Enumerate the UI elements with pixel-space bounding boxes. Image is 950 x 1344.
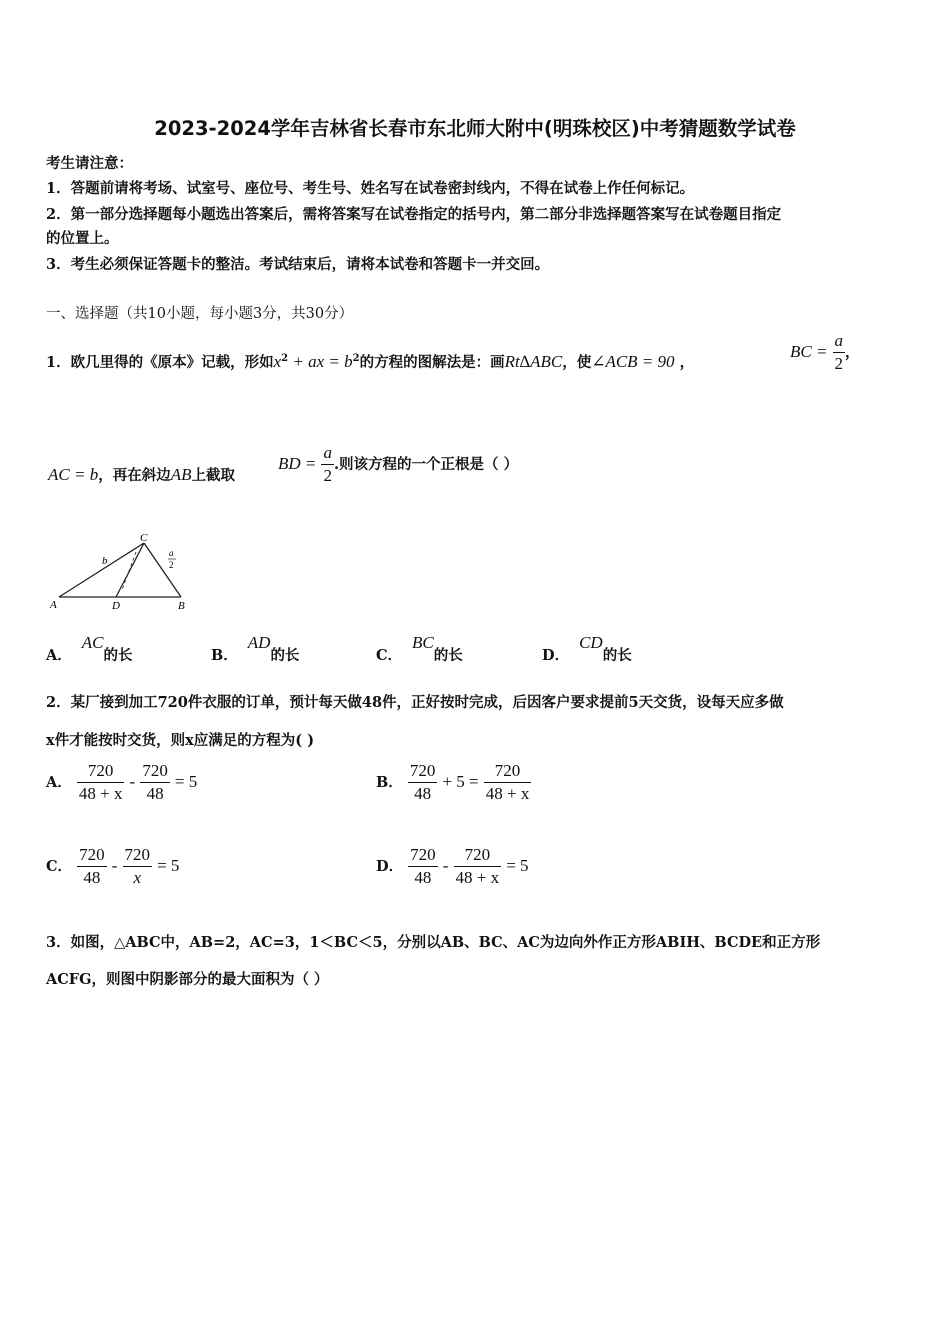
q1-text-3: ，使 [562,354,592,371]
q1-text-2: 的方程的图解法是：画 [359,354,505,371]
q1-bc-eq [790,330,860,375]
frac-den: 48 [414,784,432,803]
option-letter: A． [46,774,72,791]
q1-ac-eq: AC = b [48,465,99,484]
operator: - [111,856,118,875]
option-letter: D． [376,858,404,875]
label-a-frac: a [169,548,174,558]
frac-den: 48 + x [455,868,500,887]
label-b-side: b [102,555,108,567]
label-c: C [140,532,148,544]
fraction-2 [454,844,502,889]
side-bc [144,543,181,597]
q2-option-b[interactable] [376,760,531,805]
q1-eq-sup2: 2 [352,353,360,365]
notice-item-1: 1．答题前请将考场、试室号、座位号、考生号、姓名写在试卷密封线内，不得在试卷上作任何标记。 [46,180,695,197]
notice-item-2-cont: 的位置上。 [46,230,119,247]
option-seg: BC [412,633,434,652]
segment-cd [116,543,144,597]
option-seg: AD [247,633,271,652]
frac-num: 720 [408,844,438,867]
option-seg: AC [81,633,104,652]
q2-line2: x件才能按时交货，则x应满足的方程为( ) [46,732,315,749]
frac-den: 48 [146,784,164,803]
q2-option-c[interactable] [46,844,179,889]
option-letter: A． [46,647,72,664]
q1-line1 [46,351,694,372]
frac-den: 2 [834,354,844,373]
q1-option-d[interactable] [542,633,632,665]
fraction-1 [77,844,107,889]
label-b: B [178,600,185,612]
q1-eq-x: x [273,352,282,371]
fraction-1 [408,760,438,805]
label-a: A [50,599,57,611]
option-suffix: 的长 [103,647,133,664]
option-letter: C． [376,647,403,664]
option-suffix: 的长 [602,647,632,664]
q1-text-5: ，再在斜边 [98,467,171,484]
q2-option-a[interactable] [46,760,197,805]
fraction-1 [77,760,125,805]
q1-triangle-figure [44,530,204,615]
operator: - [442,856,449,875]
frac-num: 720 [484,760,532,783]
q1-eq-sup1: 2 [281,353,289,365]
fraction-2 [123,844,153,889]
frac-den: 48 + x [78,784,123,803]
frac-num: 720 [454,844,502,867]
tail: = 5 [157,856,180,875]
tail: = 5 [506,856,529,875]
option-letter: B． [211,647,238,664]
q1-bd-fraction [321,442,334,487]
q1-text-6: 上截取 [191,467,235,484]
q1-option-a[interactable] [46,633,133,665]
fraction-2 [140,760,170,805]
frac-num: a [321,442,334,465]
page-title: 2023-2024学年吉林省长春市东北师大附中(明珠校区)中考猜题数学试卷 [154,117,796,140]
frac-den: x [133,868,142,887]
side-ac [59,543,144,597]
option-letter: C． [46,858,73,875]
q1-bc-fraction [833,330,846,375]
fraction-1 [408,844,438,889]
frac-num: 720 [140,760,170,783]
q1-bd-label: BD = [278,454,317,473]
frac-num: a [833,330,846,353]
notice-item-2: 2．第一部分选择题每小题选出答案后，需将答案写在试卷指定的括号内，第二部分非选择题答案写在试卷题目指定 [46,206,782,223]
frac-den: 2 [323,466,332,485]
frac-den: 48 + x [485,784,530,803]
operator: - [129,772,136,791]
frac-num: 720 [123,844,153,867]
operator: + 5 = [442,772,479,791]
frac-num: 720 [77,844,107,867]
tail: = 5 [174,772,198,791]
q3-line1: 3．如图，△ABC中，AB=2，AC=3，1＜BC＜5，分别以AB、BC、AC为边向外作正方形ABIH、BCDE和正方形 [46,934,821,951]
q1-text-1: 1．欧几里得的《原本》记载，形如 [46,354,274,371]
frac-den: 48 [83,868,101,887]
notice-heading: 考生请注意： [46,155,133,172]
frac-num: 720 [408,760,438,783]
notice-item-3: 3．考生必须保证答题卡的整洁。考试结束后，请将本试卷和答题卡一并交回。 [46,256,550,273]
q3-line2: ACFG，则图中阴影部分的最大面积为（ ） [46,971,329,988]
q1-bc-label: BC = [790,342,828,361]
section-heading: 一、选择题（共10小题，每小题3分，共30分） [46,306,354,322]
q1-angle: ∠ACB = 90 [591,352,675,371]
fraction-2 [484,760,532,805]
q1-text-7: .则该方程的一个正根是（ ） [333,456,519,473]
label-d: D [112,600,120,612]
q1-option-b[interactable] [211,633,300,665]
q1-rt-triangle: Rt∆ABC [504,352,563,371]
q1-ab: AB [170,465,192,484]
label-2-frac: 2 [169,560,174,570]
option-suffix: 的长 [433,647,463,664]
q2-line1: 2．某厂接到加工720件衣服的订单，预计每天做48件，正好按时完成，后因客户要求提前5天交货，设每天应多做 [46,694,784,711]
frac-den: 48 [414,868,432,887]
option-letter: D． [542,647,570,664]
option-suffix: 的长 [270,647,300,664]
q1-eq-mid: + ax = b [288,352,353,371]
q1-text-4: ， [679,354,695,371]
q1-line2 [48,464,235,485]
q2-option-d[interactable] [376,844,529,889]
q1-comma: ， [845,344,860,361]
option-letter: B． [376,774,403,791]
frac-num: 720 [77,760,125,783]
option-seg: CD [579,633,603,652]
dashed-arc [122,552,136,590]
q1-bd-eq [278,442,518,487]
q1-option-c[interactable] [376,633,463,665]
